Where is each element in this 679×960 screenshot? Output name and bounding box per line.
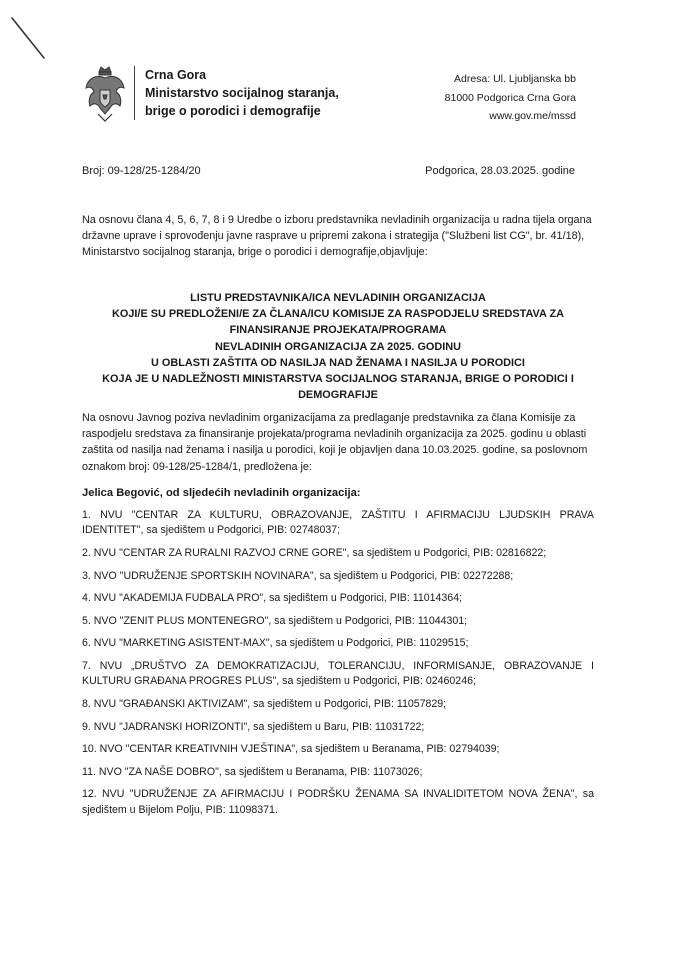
title-line: KOJA JE U NADLEŽNOSTI MINISTARSTVA SOCIJALNOG STARANJA, BRIGE O PORODICI I	[102, 373, 574, 386]
document-title	[82, 290, 594, 403]
place-and-date: Podgorica, 28.03.2025. godine	[425, 165, 575, 177]
list-item: 3. NVO "UDRUŽENJE SPORTSKIH NOVINARA", sa sjedištem u Podgorici, PIB: 02272288;	[82, 569, 514, 582]
title-line: DEMOGRAFIJE	[298, 389, 378, 402]
org-line-country: Crna Gora	[145, 68, 207, 82]
organization-list	[82, 508, 594, 825]
staple-mark-icon	[6, 14, 50, 62]
address-city: 81000 Podgorica Crna Gora	[444, 91, 576, 104]
reference-number: Broj: 09-128/25-1284/20	[82, 165, 201, 177]
org-line-ministry-cont: brige o porodici i demografije	[145, 104, 321, 118]
title-line: FINANSIRANJE PROJEKATA/PROGRAMA	[229, 324, 447, 337]
coat-of-arms-icon	[84, 64, 126, 124]
title-line: U OBLASTI ZAŠTITA OD NASILJA NAD ŽENAMA I NASILJA U PORODICI	[151, 356, 525, 369]
org-line-ministry: Ministarstvo socijalnog staranja,	[145, 86, 339, 100]
ministry-address	[445, 70, 576, 126]
ministry-name	[145, 66, 339, 120]
title-line: KOJI/E SU PREDLOŽENI/E ZA ČLANA/ICU KOMISIJE ZA RASPODJELU SREDSTAVA ZA	[112, 308, 564, 321]
list-item: 8. NVU "GRAĐANSKI AKTIVIZAM", sa sjedištem u Podgorici, PIB: 11057829;	[82, 697, 447, 710]
title-line: LISTU PREDSTAVNIKA/ICA NEVLADINIH ORGANIZACIJA	[190, 292, 486, 304]
intro-paragraph: Na osnovu člana 4, 5, 6, 7, 8 i 9 Uredbe o izboru predstavnika nevladinih organizacija u radna tijela organa državne uprave i sprovođenju javne rasprave u pripremi zakona i strategija ("Službeni list CG", br. 41/18), Ministarstvo socijalnog staranja, brige o porodici i demografije,objavljuje:	[82, 214, 592, 259]
list-item: 10. NVO "CENTAR KREATIVNIH VJEŠTINA", sa sjedištem u Beranama, PIB: 02794039;	[82, 743, 500, 756]
list-item: 1. NVU "CENTAR ZA KULTURU, OBRAZOVANJE, ZAŠTITU I AFIRMACIJU LJUDSKIH PRAVA IDENTITET", sa sjedištem u Podgorici, PIB: 02748037;	[82, 509, 594, 537]
public-call-paragraph: Na osnovu Javnog poziva nevladinim organizacijama za predlaganje predstavnika za člana Komisije za raspodjelu sredstava za finansiranje projekata/programa nevladinih organizacija za 2025. godinu u oblasti zaštita od nasilja nad ženama i nasilja u porodici, koji je objavljen dana 10.03.2025. godine, sa poslovnom oznakom broj: 09-128/25-1284/1, predložena je:	[82, 412, 588, 473]
list-item: 4. NVU "AKADEMIJA FUDBALA PRO", sa sjedištem u Podgorici, PIB: 11014364;	[82, 592, 463, 605]
list-item: 12. NVU "UDRUŽENJE ZA AFIRMACIJU I PODRŠKU ŽENAMA SA INVALIDITETOM NOVA ŽENA", sa sjedištem u Bijelom Polju, PIB: 11098371.	[82, 788, 594, 816]
list-item: 11. NVO "ZA NAŠE DOBRO", sa sjedištem u Beranama, PIB: 11073026;	[82, 765, 423, 778]
list-item: 7. NVU „DRUŠTVO ZA DEMOKRATIZACIJU, TOLERANCIJU, INFORMISANJE, OBRAZOVANJE I KULTURU GRAĐANA PROGRES PLUS", sa sjedištem u Podgorici, PIB: 02460246;	[82, 659, 594, 688]
address-street: Adresa: Ul. Ljubljanska bb	[454, 73, 576, 85]
list-item: 6. NVU "MARKETING ASISTENT-MAX", sa sjedištem u Podgorici, PIB: 11029515;	[82, 637, 469, 650]
list-item: 2. NVU "CENTAR ZA RURALNI RAZVOJ CRNE GORE", sa sjedištem u Podgorici, PIB: 02816822;	[82, 547, 547, 559]
list-item: 5. NVO "ZENIT PLUS MONTENEGRO", sa sjedištem u Podgorici, PIB: 11044301;	[82, 614, 468, 627]
header-divider	[134, 66, 135, 120]
address-website: www.gov.me/mssd	[489, 110, 576, 122]
list-item: 9. NVU "JADRANSKI HORIZONTI", sa sjedištem u Baru, PIB: 11031722;	[82, 720, 425, 733]
candidate-heading: Jelica Begović, od sljedećih nevladinih organizacija:	[82, 487, 361, 499]
title-line: NEVLADINIH ORGANIZACIJA ZA 2025. GODINU	[214, 340, 462, 353]
